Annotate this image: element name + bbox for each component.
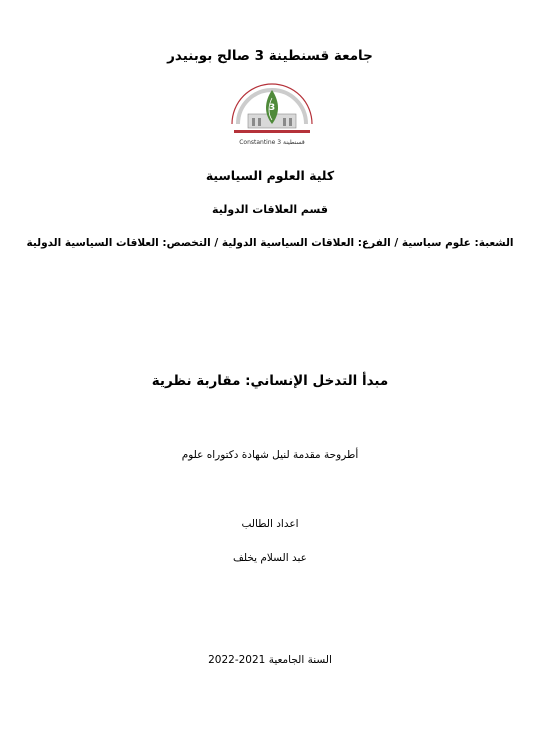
faculty-name: كلية العلوم السياسية bbox=[205, 168, 335, 183]
academic-year: السنة الجامعية 2021-2022 bbox=[208, 654, 332, 666]
specialty-line: الشعبة: علوم سياسية / الفرع: العلاقات السياسية الدولية / التخصص: العلاقات السياسية الدولية bbox=[26, 237, 514, 249]
logo-caption: Constantine 3 قسنطينة bbox=[239, 139, 305, 146]
university-name: جامعة قسنطينة 3 صالح بوبنيدر bbox=[167, 48, 373, 64]
university-logo bbox=[218, 78, 326, 150]
degree-statement: أطروحة مقدمة لنيل شهادة دكتوراه علوم bbox=[181, 449, 359, 461]
department-name: قسم العلاقات الدولية bbox=[212, 203, 328, 216]
prepared-by-label: اعداد الطالب bbox=[241, 518, 299, 530]
thesis-title: مبدأ التدخل الإنساني: مقاربة نظرية bbox=[151, 373, 389, 389]
logo-number: 3 bbox=[268, 103, 276, 113]
student-name: عبد السلام يخلف bbox=[233, 552, 307, 564]
